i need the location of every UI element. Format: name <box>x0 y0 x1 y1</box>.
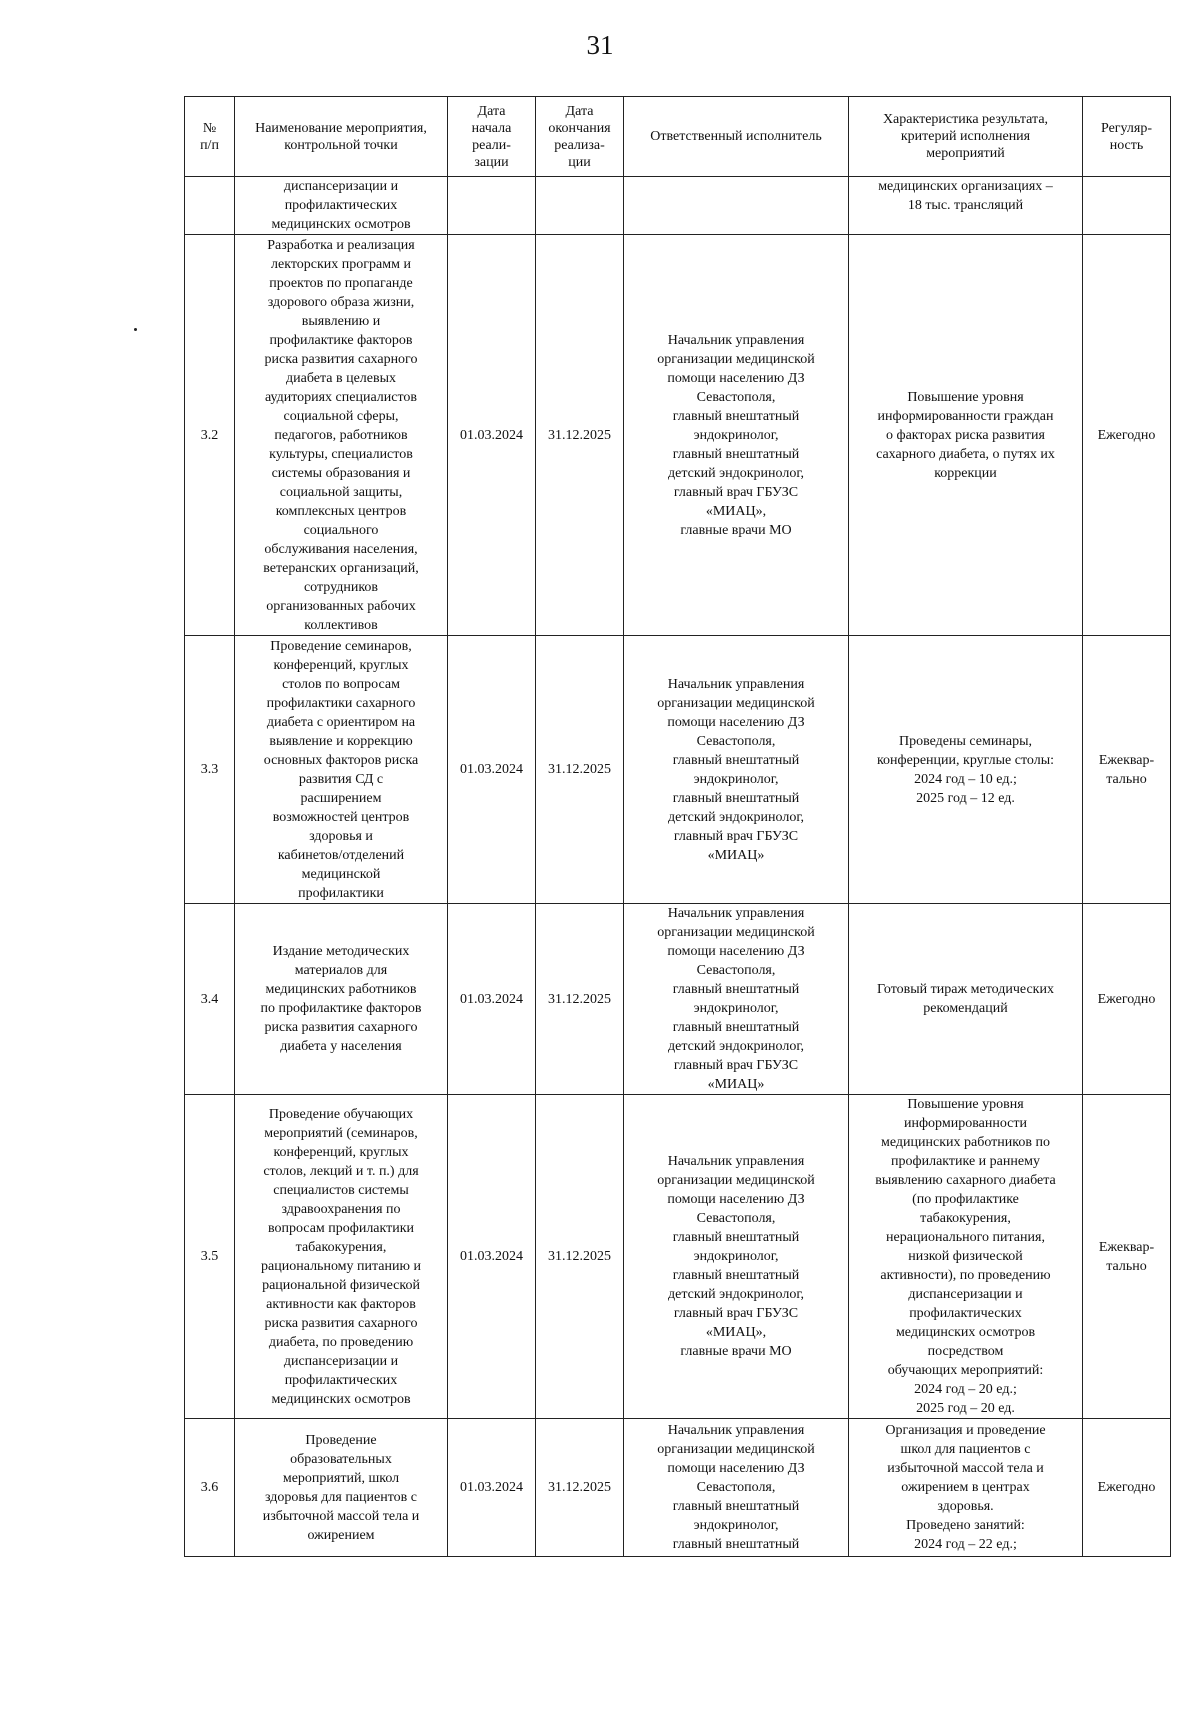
table-row-continuation <box>185 177 1171 235</box>
cell-executor <box>624 177 849 235</box>
cell-start-date: 01.03.2024 <box>448 1419 536 1557</box>
page-number: 31 <box>586 30 614 60</box>
cell-num: 3.2 <box>185 235 235 636</box>
table-row <box>185 904 1171 1095</box>
cell-regularity <box>1083 177 1171 235</box>
table-row <box>185 636 1171 904</box>
cell-num: 3.6 <box>185 1419 235 1557</box>
header-name: Наименование мероприятия, контрольной точки <box>235 97 448 177</box>
cell-executor: Начальник управления организации медицинской помощи населению ДЗ Севастополя, главный внештатный эндокринолог, главный внештатный детский эндокринолог, главный врач ГБУЗС «МИАЦ», главные врачи МО <box>624 235 849 636</box>
cell-result: Организация и проведение школ для пациентов с избыточной массой тела и ожирением в центрах здоровья. Проведено занятий: 2024 год – 22 ед.; <box>849 1419 1083 1557</box>
cell-regularity: Ежегодно <box>1083 235 1171 636</box>
cell-result: Повышение уровня информированности медицинских работников по профилактике и раннему выявлению сахарного диабета (по профилактике табакокурения, нерационального питания, низкой физической активности), по проведению диспансеризации и профилактических медицинских осмотров посредством обучающих мероприятий: 2024 год – 20 ед.; 2025 год – 20 ед. <box>849 1095 1083 1419</box>
cell-executor: Начальник управления организации медицинской помощи населению ДЗ Севастополя, главный внештатный эндокринолог, главный внештатный <box>624 1419 849 1557</box>
cell-num: 3.3 <box>185 636 235 904</box>
cell-regularity: Ежегодно <box>1083 904 1171 1095</box>
cell-start-date: 01.03.2024 <box>448 636 536 904</box>
cell-start-date: 01.03.2024 <box>448 1095 536 1419</box>
header-executor: Ответственный исполнитель <box>624 97 849 177</box>
cell-start-date: 01.03.2024 <box>448 904 536 1095</box>
cell-end-date <box>536 177 624 235</box>
cell-regularity: Ежеквар- тально <box>1083 1095 1171 1419</box>
cell-num: 3.4 <box>185 904 235 1095</box>
table-row <box>185 1095 1171 1419</box>
cell-executor: Начальник управления организации медицинской помощи населению ДЗ Севастополя, главный внештатный эндокринолог, главный внештатный детский эндокринолог, главный врач ГБУЗС «МИАЦ» <box>624 636 849 904</box>
cell-end-date: 31.12.2025 <box>536 1095 624 1419</box>
cell-end-date: 31.12.2025 <box>536 1419 624 1557</box>
cell-executor: Начальник управления организации медицинской помощи населению ДЗ Севастополя, главный внештатный эндокринолог, главный внештатный детский эндокринолог, главный врач ГБУЗС «МИАЦ» <box>624 904 849 1095</box>
cell-result: медицинских организациях – 18 тыс. трансляций <box>849 177 1083 235</box>
cell-name: Издание методических материалов для медицинских работников по профилактике факторов риска развития сахарного диабета у населения <box>235 904 448 1095</box>
cell-regularity: Ежеквар- тально <box>1083 636 1171 904</box>
scan-mark <box>134 328 137 331</box>
cell-name: Проведение образовательных мероприятий, школ здоровья для пациентов с избыточной массой тела и ожирением <box>235 1419 448 1557</box>
activities-table <box>184 96 1171 1557</box>
cell-result: Готовый тираж методических рекомендаций <box>849 904 1083 1095</box>
cell-end-date: 31.12.2025 <box>536 636 624 904</box>
cell-name: диспансеризации и профилактических медицинских осмотров <box>235 177 448 235</box>
cell-start-date <box>448 177 536 235</box>
table-header-row <box>185 97 1171 177</box>
table-row <box>185 235 1171 636</box>
cell-result: Повышение уровня информированности граждан о факторах риска развития сахарного диабета, о путях их коррекции <box>849 235 1083 636</box>
cell-name: Проведение обучающих мероприятий (семинаров, конференций, круглых столов, лекций и т. п.) для специалистов системы здравоохранения по вопросам профилактики табакокурения, рациональному питанию и рациональной физической активности как факторов риска развития сахарного диабета, по проведению диспансеризации и профилактических медицинских осмотров <box>235 1095 448 1419</box>
header-end-date: Дата окончания реализа- ции <box>536 97 624 177</box>
table-row <box>185 1419 1171 1557</box>
cell-executor: Начальник управления организации медицинской помощи населению ДЗ Севастополя, главный внештатный эндокринолог, главный внештатный детский эндокринолог, главный врач ГБУЗС «МИАЦ», главные врачи МО <box>624 1095 849 1419</box>
header-num: № п/п <box>185 97 235 177</box>
cell-result: Проведены семинары, конференции, круглые столы: 2024 год – 10 ед.; 2025 год – 12 ед. <box>849 636 1083 904</box>
cell-end-date: 31.12.2025 <box>536 235 624 636</box>
cell-end-date: 31.12.2025 <box>536 904 624 1095</box>
cell-start-date: 01.03.2024 <box>448 235 536 636</box>
header-regularity: Регуляр- ность <box>1083 97 1171 177</box>
cell-num <box>185 177 235 235</box>
header-start-date: Дата начала реали- зации <box>448 97 536 177</box>
cell-num: 3.5 <box>185 1095 235 1419</box>
cell-name: Проведение семинаров, конференций, круглых столов по вопросам профилактики сахарного диабета с ориентиром на выявление и коррекцию основных факторов риска развития СД с расширением возможностей центров здоровья и кабинетов/отделений медицинской профилактики <box>235 636 448 904</box>
cell-name: Разработка и реализация лекторских программ и проектов по пропаганде здорового образа жизни, выявлению и профилактике факторов риска развития сахарного диабета в целевых аудиториях специалистов социальной сферы, педагогов, работников культуры, специалистов системы образования и социальной защиты, комплексных центров социального обслуживания населения, ветеранских организаций, сотрудников организованных рабочих коллективов <box>235 235 448 636</box>
header-result: Характеристика результата, критерий исполнения мероприятий <box>849 97 1083 177</box>
cell-regularity: Ежегодно <box>1083 1419 1171 1557</box>
